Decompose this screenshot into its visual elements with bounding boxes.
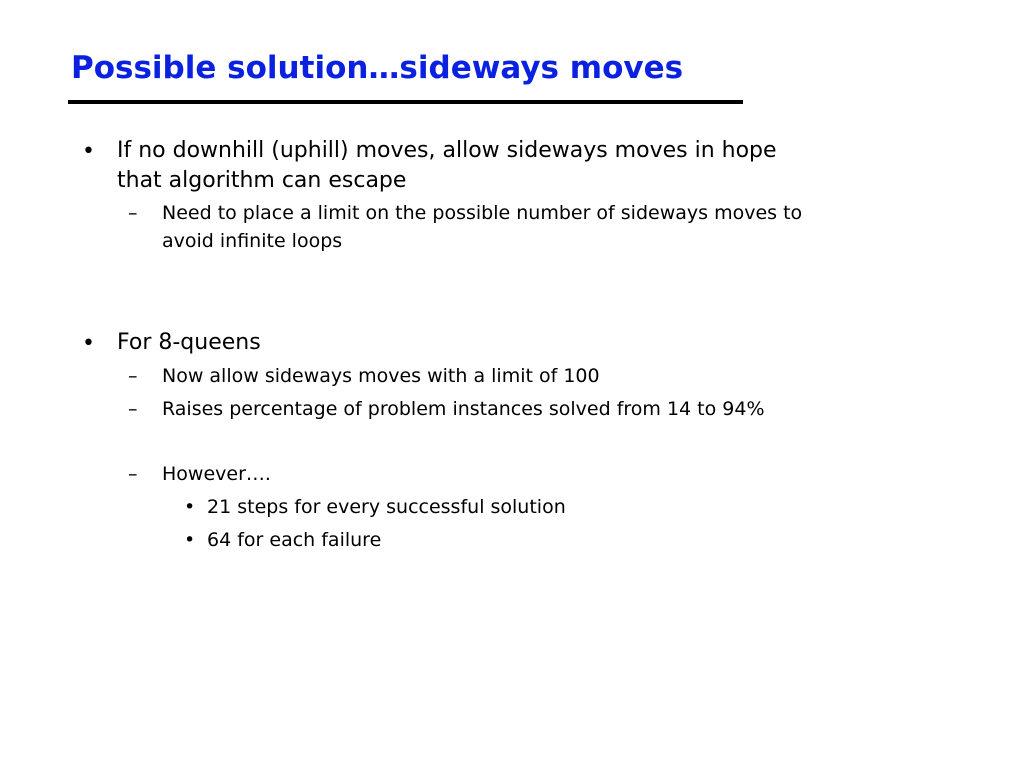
sub-bullet-1-1-line-1: Need to place a limit on the possible number of sideways moves to	[162, 202, 803, 224]
bullet-2-line-1: For 8-queens	[117, 330, 261, 355]
slide-title: Possible solution…sideways moves	[71, 50, 684, 86]
sub-bullet-2-3-line-1: However….	[162, 463, 271, 485]
bullet-1-line-1: If no downhill (uphill) moves, allow sideways moves in hope	[117, 138, 777, 163]
sub-bullet-marker-2-3: –	[128, 463, 138, 485]
bullet-1-line-2: that algorithm can escape	[117, 168, 407, 193]
bullet-marker-2: •	[82, 331, 95, 356]
subsub-bullet-marker-1: •	[184, 496, 196, 518]
sub-bullet-marker-2-1: –	[128, 365, 138, 387]
sub-bullet-marker-2-2: –	[128, 398, 138, 420]
subsub-bullet-2-line-1: 64 for each failure	[207, 529, 382, 551]
sub-bullet-2-1-line-1: Now allow sideways moves with a limit of 100	[162, 365, 600, 387]
sub-bullet-marker-1-1: –	[128, 202, 138, 224]
sub-bullet-1-1-line-2: avoid infinite loops	[162, 230, 343, 252]
title-underline	[68, 100, 743, 104]
subsub-bullet-1-line-1: 21 steps for every successful solution	[207, 496, 566, 518]
sub-bullet-2-2-line-1: Raises percentage of problem instances solved from 14 to 94%	[162, 398, 765, 420]
bullet-marker-1: •	[82, 139, 95, 164]
subsub-bullet-marker-2: •	[184, 529, 196, 551]
